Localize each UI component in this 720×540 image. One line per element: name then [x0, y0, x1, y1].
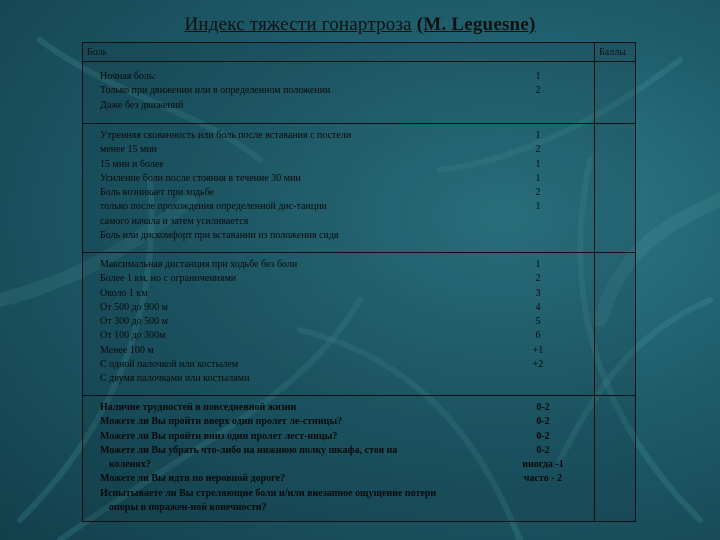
- section-line: менее 15 мин: [100, 144, 158, 156]
- row-divider: [83, 123, 635, 124]
- section-line: От 100 до 300м: [100, 330, 166, 342]
- section-line: Около 1 км: [100, 287, 148, 299]
- section-line: 15 мин и более: [100, 158, 164, 170]
- section-line: Менее 100 м: [100, 344, 154, 356]
- section-night-pain: [100, 70, 330, 113]
- points-night-pain: [518, 70, 558, 99]
- section-line: опоры в поражен-ной конечности?: [109, 502, 267, 514]
- title-main: Индекс тяжести гонартроза: [184, 14, 412, 35]
- section-line: самого начала и затем усиливается: [100, 215, 249, 227]
- section-line: Можете ли Вы пройти вверх один пролет ле-стницы?: [100, 416, 343, 428]
- points-value: часто - 2: [523, 473, 563, 485]
- points-value: 5: [535, 316, 541, 328]
- section-line: Боль или дискомфорт при вставании из положения сидя: [100, 230, 339, 242]
- section-line: Даже без движений: [100, 99, 184, 111]
- section-line: Наличие трудностей в повседневной жизни: [100, 402, 297, 413]
- section-line: Можете ли Вы идти по неровной дороге?: [100, 473, 285, 485]
- points-value: 4: [535, 301, 541, 313]
- points-value: 3: [535, 287, 541, 299]
- points-value: 1: [535, 158, 541, 170]
- section-line: Испытываете ли Вы стреляющие боли и/или внезапное ощущение потери: [100, 487, 437, 499]
- section-line: Только при движении или в определенном положении: [100, 85, 331, 97]
- section-line: От 500 до 900 м: [100, 301, 169, 313]
- points-value: 6: [535, 330, 541, 342]
- section-line: Можете ли Вы убрать что-либо на нижнюю полку шкафа, стоя на: [100, 444, 398, 456]
- points-value: +2: [532, 359, 544, 371]
- points-value: 1: [535, 130, 541, 141]
- points-value: иногда -1: [522, 459, 564, 471]
- header-points: Баллы: [599, 47, 626, 58]
- title-author: (M. Leguesne): [416, 14, 536, 35]
- row-divider: [83, 395, 635, 396]
- section-walking-distance: [100, 258, 297, 387]
- section-line: Ночная боль:: [100, 71, 157, 82]
- column-divider: [594, 43, 595, 521]
- points-value: 2: [535, 187, 541, 199]
- points-value: +1: [532, 344, 544, 356]
- points-value: 1: [535, 172, 541, 184]
- section-line: Боль возникает при ходьбе: [100, 187, 214, 199]
- section-line: От 300 до 500 м: [100, 316, 169, 328]
- section-line: только после прохождения определенной дис-танции: [100, 201, 327, 213]
- section-line: коленях?: [109, 459, 151, 471]
- section-morning-stiffness: [100, 129, 351, 243]
- points-daily-difficulties: [513, 401, 573, 487]
- points-value: 2: [535, 85, 541, 97]
- section-daily-difficulties: [100, 401, 436, 515]
- points-value: 2: [535, 273, 541, 285]
- section-line: Более 1 км, но с ограничениями: [100, 273, 237, 285]
- row-divider: [83, 252, 635, 253]
- section-line: С двумя палочками или костылями: [100, 373, 250, 385]
- points-value: 1: [535, 71, 541, 82]
- points-value: 0-2: [536, 444, 550, 456]
- points-value: 0-2: [536, 430, 550, 442]
- points-walking-distance: [518, 258, 558, 372]
- points-value: 0-2: [536, 416, 550, 428]
- section-line: Можете ли Вы пройти вниз один пролет лест-ницы?: [100, 430, 338, 442]
- section-line: Утренняя скованность или боль после вставания с постели: [100, 130, 352, 141]
- section-line: Усиление боли после стояния в течение 30 мин: [100, 172, 301, 184]
- points-value: 0-2: [536, 402, 550, 413]
- header-pain: Боль: [87, 47, 108, 58]
- points-value: 2: [535, 144, 541, 156]
- page-title: [0, 14, 720, 36]
- severity-index-table: [82, 42, 636, 522]
- points-morning-stiffness: [518, 129, 558, 215]
- header-divider: [83, 61, 635, 62]
- points-value: 1: [535, 201, 541, 213]
- section-line: С одной палочкой или костылем: [100, 359, 239, 371]
- points-value: 1: [535, 259, 541, 270]
- section-line: Максимальная дистанция при ходьбе без боли: [100, 259, 298, 270]
